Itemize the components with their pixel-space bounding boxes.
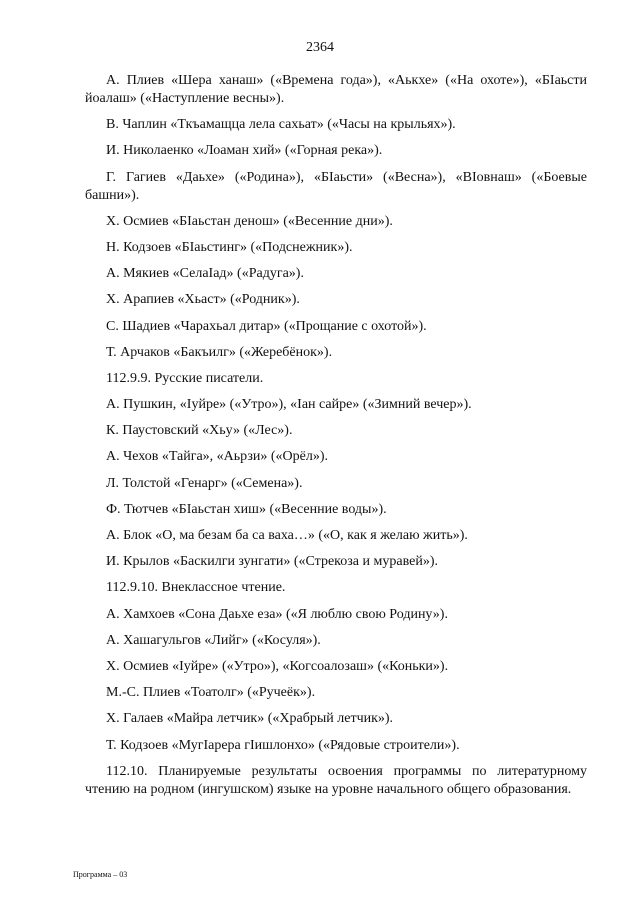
paragraph: Н. Кодзоев «БІаьстинг» («Подснежник»). xyxy=(106,239,353,255)
paragraph: А. Плиев «Шера ханаш» («Времена года»), «Аькхе» («На охоте»), «БІаьсти йоалаш» («Наступление весны»). xyxy=(85,73,587,106)
paragraph: В. Чаплин «Ткъамащца лела сахьат» («Часы на крыльях»). xyxy=(106,117,456,133)
paragraph: А. Хашагульгов «Лийг» («Косуля»). xyxy=(106,632,321,648)
paragraph: А. Блок «О, ма безам ба са ваха…» («О, как я желаю жить»). xyxy=(106,528,468,543)
paragraph: А. Чехов «Тайга», «Аьрзи» («Орёл»). xyxy=(106,449,329,465)
paragraph: Т. Арчаков «Бакъилг» («Жеребёнок»). xyxy=(106,344,333,360)
footer-label: Программа – 03 xyxy=(73,870,128,879)
section-heading: 112.9.9. Русские писатели. xyxy=(106,370,264,386)
page-number: 2364 xyxy=(306,40,334,55)
paragraph: А. Мякиев «СелаІад» («Радуга»). xyxy=(106,266,304,282)
paragraph: И. Крылов «Баскилги зунгати» («Стрекоза и муравей»). xyxy=(106,554,438,570)
paragraph: Г. Гагиев «Даьхе» («Родина»), «БІаьсти» («Весна»), «ВІовнаш» («Боевые башни»). xyxy=(85,169,587,203)
paragraph: Ф. Тютчев «БІаьстан хиш» («Весенние воды»). xyxy=(106,501,387,517)
paragraph: Т. Кодзоев «МугІарера гІишлонхо» («Рядовые строители»). xyxy=(106,737,460,753)
section-heading: 112.9.10. Внеклассное чтение. xyxy=(106,580,286,596)
paragraph: Х. Осмиев «БІаьстан денош» («Весенние дни»). xyxy=(106,213,393,229)
paragraph: Л. Толстой «Генарг» («Семена»). xyxy=(106,475,303,491)
document-body xyxy=(85,72,587,807)
paragraph: М.-С. Плиев «Тоатолг» («Ручеёк»). xyxy=(106,685,316,701)
section-heading: 112.10. Планируемые результаты освоения программы по литературному чтению на родном (ингушском) языке на уровне начального общего образования. xyxy=(85,763,587,797)
paragraph: Х. Галаев «Майра летчик» («Храбрый летчик»). xyxy=(106,711,394,727)
paragraph: Х. Осмиев «Іуйре» («Утро»), «Когсоалозаш» («Коньки»). xyxy=(106,658,449,674)
paragraph: И. Николаенко «Лоаман хий» («Горная река»). xyxy=(106,143,383,159)
paragraph: С. Шадиев «Чарахьал дитар» («Прощание с охотой»). xyxy=(106,318,427,334)
paragraph: К. Паустовский «Хьу» («Лес»). xyxy=(106,423,293,439)
paragraph: А. Пушкин, «Іуйре» («Утро»), «Іан сайре» («Зимний вечер»). xyxy=(106,397,472,413)
paragraph: А. Хамхоев «Сона Даьхе еза» («Я люблю свою Родину»). xyxy=(106,606,448,622)
paragraph: Х. Арапиев «Хьаст» («Родник»). xyxy=(106,292,300,308)
